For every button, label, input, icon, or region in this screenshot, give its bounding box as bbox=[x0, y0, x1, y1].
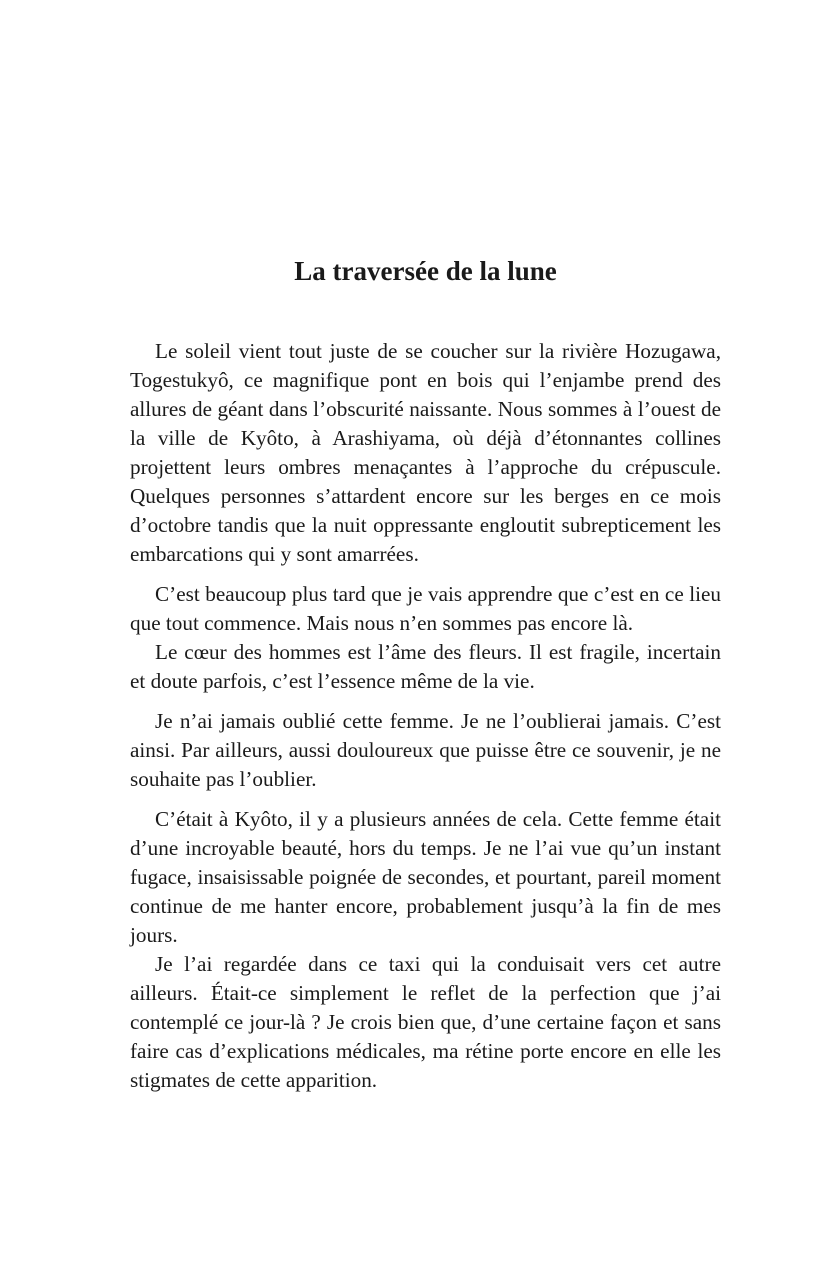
chapter-title: La traversée de la lune bbox=[294, 256, 557, 286]
paragraph-5: C’était à Kyôto, il y a plusieurs années de cela. Cette femme était d’une incroyable beauté, hors du temps. Je ne l’ai vue qu’un instant fugace, insaisissable poignée de secondes, et pourtant, pareil moment continue de me hanter encore, probablement jusqu’à la fin de mes jours. bbox=[130, 807, 721, 947]
paragraph-6: Je l’ai regardée dans ce taxi qui la conduisait vers cet autre ailleurs. Était-ce simplement le reflet de la perfection que j’ai contemplé ce jour-là ? Je crois bien que, d’une certaine façon et sans faire cas d’explications médicales, ma rétine porte encore en elle les stigmates de cette apparition. bbox=[130, 952, 721, 1092]
paragraph-2: C’est beaucoup plus tard que je vais apprendre que c’est en ce lieu que tout commence. Mais nous n’en sommes pas encore là. bbox=[130, 582, 721, 635]
paragraph-3: Le cœur des hommes est l’âme des fleurs. Il est fragile, incertain et doute parfois, c’est l’essence même de la vie. bbox=[130, 640, 721, 693]
paragraph-4: Je n’ai jamais oublié cette femme. Je ne l’oublierai jamais. C’est ainsi. Par ailleurs, aussi douloureux que puisse être ce souvenir, je ne souhaite pas l’oublier. bbox=[130, 709, 721, 791]
chapter-body bbox=[130, 337, 721, 1095]
paragraph-1: Le soleil vient tout juste de se coucher sur la rivière Hozugawa, Togestukyô, ce magnifique pont en bois qui l’enjambe prend des allures de géant dans l’obscurité naissante. Nous sommes à l’ouest de la ville de Kyôto, à Arashiyama, où déjà d’étonnantes collines projettent leurs ombres menaçantes à l’approche du crépuscule. Quelques personnes s’attardent encore sur les berges en ce mois d’octobre tandis que la nuit oppressante engloutit subrepticement les embarcations qui y sont amarrées. bbox=[130, 339, 721, 566]
